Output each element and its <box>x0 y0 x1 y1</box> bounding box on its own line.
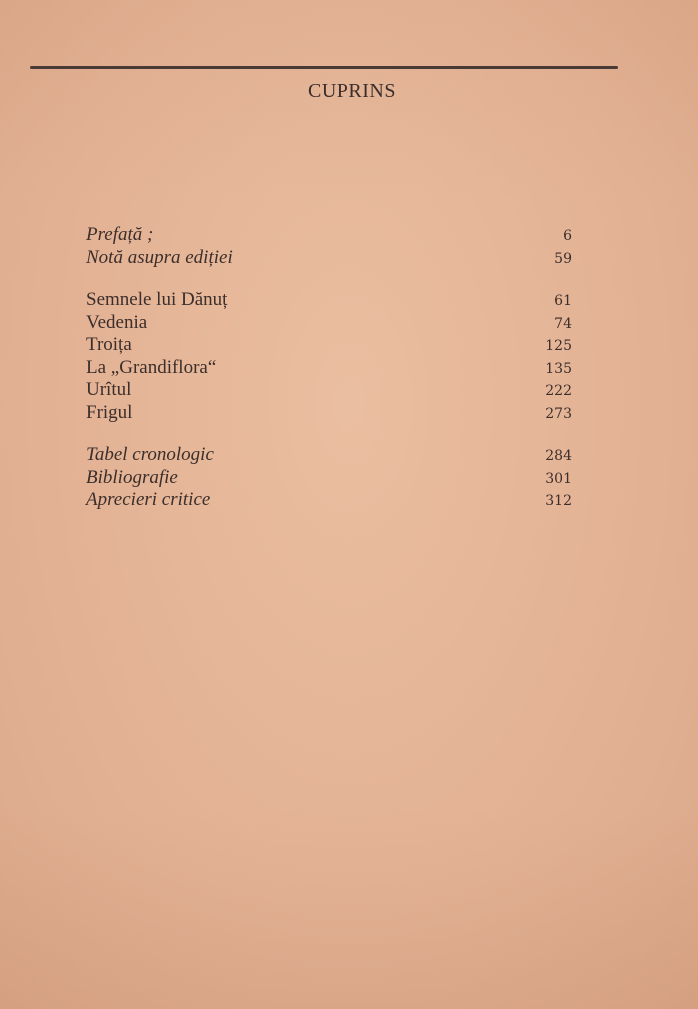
toc-entry-title: Frigul <box>86 401 133 423</box>
toc-entry-title: Prefață ; <box>86 224 154 245</box>
top-rule <box>30 66 618 69</box>
toc-entry <box>86 379 572 402</box>
toc-group-stories <box>86 289 572 424</box>
toc-entry <box>86 289 572 312</box>
toc-entry-page: 312 <box>545 493 572 509</box>
toc-entry-page: 135 <box>545 360 572 377</box>
toc-group-back-matter <box>86 444 572 512</box>
toc-entry-title: Bibliografie <box>86 466 178 488</box>
toc-entry <box>86 357 572 380</box>
heading-container <box>0 80 698 103</box>
toc-entry-title: Semnele lui Dănuț <box>86 289 228 310</box>
toc-entry-page: 6 <box>563 228 572 244</box>
toc-entry-title: Aprecieri critice <box>86 489 211 510</box>
toc-entry <box>86 444 572 467</box>
toc-entry <box>86 247 572 270</box>
toc-entry-title: Urîtul <box>86 379 132 400</box>
toc-entry-page: 273 <box>545 405 572 422</box>
toc-entry-page: 284 <box>545 448 572 464</box>
toc-entry <box>86 334 572 357</box>
toc-entry-page: 301 <box>545 470 572 487</box>
toc-group-front-matter <box>86 224 572 269</box>
toc-entry <box>86 224 572 247</box>
toc-entry-page: 61 <box>554 293 572 309</box>
toc-entry-title: La „Grandiflora“ <box>86 356 217 378</box>
toc-entry-title: Vedenia <box>86 311 148 333</box>
toc-entry-page: 125 <box>545 338 572 354</box>
toc-entry-page: 59 <box>554 250 572 267</box>
toc-entry <box>86 467 572 490</box>
toc-entry-title: Notă asupra ediției <box>86 246 233 268</box>
toc-entry <box>86 402 572 425</box>
toc-entry <box>86 489 572 512</box>
page-heading: CUPRINS <box>308 80 396 102</box>
table-of-contents <box>86 224 572 532</box>
toc-entry-page: 222 <box>545 383 572 399</box>
toc-entry-page: 74 <box>554 315 572 332</box>
toc-entry-title: Tabel cronologic <box>86 444 214 465</box>
toc-entry-title: Troița <box>86 334 132 355</box>
toc-entry <box>86 312 572 335</box>
